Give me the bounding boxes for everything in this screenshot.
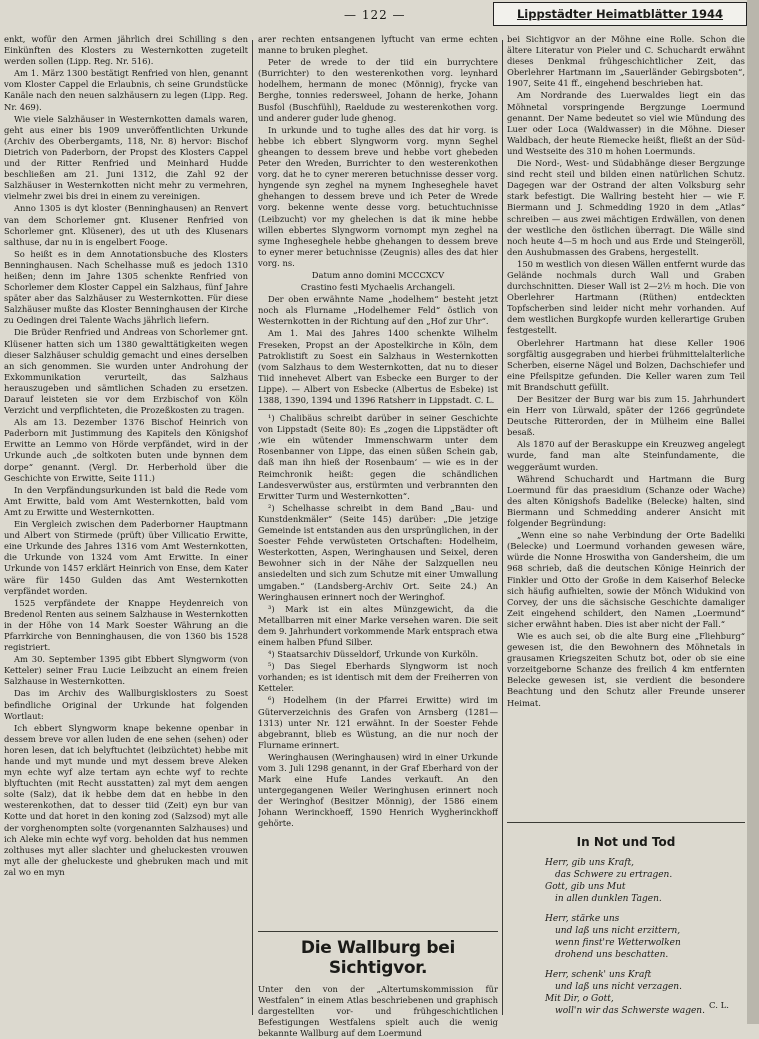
poem-line: wenn finst're Wetterwolken [555, 938, 681, 948]
col2-date-line: Datum anno domini MCCCXCV [311, 269, 445, 280]
footnote: ⁵) Das Siegel Eberhards Slyngworm ist noch vorhanden; es ist identisch mit dem der Freiherren von Ketteler. [258, 661, 498, 694]
footnote: ⁶) Hodelhem (in der Pfarrei Erwitte) wird im Güterverzeichnis des Grafen von Arnsberg (1281—1313) unter Nr. 121 erwähnt. In der Soester Fehde abgebrannt, blieb es Wüstung, an die nur noch der Flurname erinnert. [258, 695, 498, 750]
col3-paragraph: Während Schuchardt und Hartmann die Burg Loermund für das praesidium (Schanze oder Wache) des alten Königshofs Badelike (Belecke) halten, sind Biermann und Schmedding anderer Ansicht mit folgender Begründung: [507, 473, 745, 529]
poem-stanza [545, 857, 745, 905]
poem-line: und laß uns nicht erzittern, [555, 926, 681, 936]
poem-line: drohend uns beschatten. [555, 950, 669, 960]
col1-paragraph: Am 30. September 1395 gibt Ebbert Slyngworm (von Ketteler) seiner Frau Lucie Leibzucht an einem freien Salzhause in Westernkotten. [4, 654, 248, 687]
column-rule-right [502, 40, 503, 1015]
article-body: Unter den von der „Altertumskommission für Westfalen“ in einem Atlas beschriebenen und graphisch dargestellten vor- und frühgeschichtlichen Befestigungen Westfalens spielt auch die wenig bekannte Wallburg auf dem Loermund [258, 984, 498, 1039]
poem-stanza [545, 913, 745, 961]
col1-paragraph: So heißt es in dem Annotationsbuche des Klosters Benninghausen. Nach Schelhasse muß es jedoch 1310 heißen; denn im Jahre 1305 schenkte Renfried von Schorlemer dem Kloster Cappel ein Salzhaus, fünf Jahre später aber das Salzhäuser zu Westernkotten. Für diese Salzhäuser mußte das Kloster Benninghausen der Kirche zu Oedingen drei Talente Wachs jährlich liefern. [4, 248, 248, 326]
wallburg-article [258, 928, 498, 1039]
poem-line: das Schwere zu ertragen. [555, 870, 673, 880]
col2-paragraph: Der oben erwähnte Name „hodelhem“ besteht jetzt noch als Flurname „Hodelhemer Feld“ östlich von Westernkotten in der Richtung auf den „Hof zur Uhr“. [258, 294, 498, 327]
col1-paragraph: Die Brüder Renfried und Andreas von Schorlemer gnt. Klüsener hatten sich um 1380 gewalttätigkeiten wegen dieser Salzhäuser schuldig gemacht und eines derselben an sich genommen. Sie wurden unter Androhung der Exkommunikation verurteilt, das Salzhaus herauszugeben und sämtlichen Schaden zu ersetzen. Darauf leisteten sie vor dem Erzbischof von Köln Verzicht und verpflichteten, die Prozeßkosten zu tragen. [4, 327, 248, 416]
page-number: — 122 — [344, 8, 406, 22]
column-1 [4, 34, 248, 1018]
poem-line: woll'n wir das Schwerste wagen. [555, 1006, 705, 1016]
col3-paragraph: 150 m westlich von diesen Wällen entfernt wurde das Gelände nochmals durch Wall und Graben durchschnitten. Dieser Wall ist 2—2½ m hoch. Die von Oberlehrer Hartmann (Rüthen) entdeckten Topfscherben sind leider nicht mehr vorhanden. Auf dem westlichen Burgkopfe wurden kellerartige Gruben festgestellt. [507, 258, 745, 336]
col1-paragraph: Das im Archiv des Wallburgisklosters zu Soest befindliche Original der Urkunde hat folgenden Wortlaut: [4, 688, 248, 721]
poem-box [507, 822, 745, 1019]
footnote: ³) Mark ist ein altes Münzgewicht, da die Metallbarren mit einer Marke versehen waren. Die seit dem 9. Jahrhundert vorkommende Mark entsprach etwa einem halben Pfund Silber. [258, 603, 498, 647]
col1-paragraph: enkt, wofür den Armen jährlich drei Schilling s den Einkünften des Klosters zu Westernkotten zugeteilt werden sollen (Lipp. Reg. Nr. 516). [4, 34, 248, 67]
col1-paragraph: Ich ebbert Slyngworm knape bekenne openbar in dessem breve vor allen luden de ene sehen (sehen) oder horen lesen, dat ich belyftuchtet (leibzüchtet) hebbe mit hande und myt munde und myt dessem breve Aleken myn echte wyf alze tertam ayn echte wyf to rechte blyftuchten (mit Recht ausstatten) zal myt dem aengen solte (Salz), dat ik hebbe dem dat en hebbe in den westerenkothen, dat to desser tiid (Zeit) eyn bur van Kotte und dat horet in den koning zod (Salzsod) myt alle der vorghenompten solte (vorgenannten Salzhauses) und ich Aleke min echte wyf vorg. beholden dat hus nemmen zolthuses myt aller slachter und gheluckesten vrouwen myt alle der gheluckeste und ghebruken mach und mit zal wo en myn [4, 722, 248, 877]
poem-line: Gott, gib uns Mut [545, 882, 626, 892]
col2-paragraph: Am 1. Mai des Jahres 1400 schenkte Wilhelm Freseken, Propst an der Apostelkirche in Köln, dem Patroklistift zu Soest ein Salzhaus in Westernkotten (vom Salzhaus to dem Westernkotten, dat nu to dieser Tiid innehevet Albert van Esbecke een Burger to der Lippe). — Albert von Esbecke (Albertus de Esbeke) ist 1388, 1390, 1394 und 1396 Ratsherr in Lippstadt. C. L. [258, 328, 498, 405]
poem-line: Herr, stärke uns [545, 914, 620, 924]
footnote-divider [258, 409, 498, 410]
column-rule-left [252, 40, 253, 1015]
page-header [0, 0, 759, 34]
col1-paragraph: In den Verpfändungsurkunden ist bald die Rede vom Amt Erwitte, bald vom Amt Westernkotten, bald vom Amt zu Erwitte und Westernkotten. [4, 484, 248, 517]
poem-line: in allen dunklen Tagen. [555, 894, 662, 904]
col1-paragraph: 1525 verpfändete der Knappe Heydenreich von Bredenol Renten aus seinem Salzhause in Westernkotten in der Höhe von 14 Mark Soester Währung an die Pfarrkirche von Benninghausen, die von 1360 bis 1528 registriert. [4, 597, 248, 653]
col2-date-line: Crastino festi Mychaelis Archangeli. [300, 282, 456, 293]
article-divider [258, 931, 498, 932]
poem-author: C. L. [709, 1001, 729, 1011]
footnote: ⁴) Staatsarchiv Düsseldorf, Urkunde von Kurköln. [268, 649, 479, 660]
poem-line: und laß uns nicht verzagen. [555, 982, 682, 992]
col3-paragraph: bei Sichtigvor an der Möhne eine Rolle. Schon die ältere Literatur von Pieler und C. Schuchardt erwähnt dieses Denkmal frühgeschichtlicher Zeit, das Oberlehrer Hartmann im „Sauerländer Gebirgsboten“, 1907, Seite 41 ff., eingehend beschrieben hat. [507, 34, 745, 89]
col3-paragraph: Am Nordrande des Luerwaldes liegt ein das Möhnetal vorspringende Bergzunge Loermund genannt. Der Name bedeutet so viel wie Mündung des Luer oder Loca (Waldwasser) in die Möhne. Dieser Waldbach, der heute Riemecke heißt, fließt an der Süd- und Westseite des 310 m hohen Loermunds. [507, 90, 745, 156]
col2-paragraph: In urkunde und to tughe alles des dat hir vorg. is hebbe ich ebbert Slyngworm vorg. mynn Seghel gheangen to dessem breve und hebbe vort ghebeden Peter den Wreden, Burrichter to den westerenkothen vorg. dat he to cyner mereren betuchnisse desser vorg. hyngende syn zeghel na mynem Ingheseghele havet ghehangen to dessem breve und ich Peter de Wrede vorg. bekenne wente desse vorg. betuchtuchnisse (Leibzucht) vor my ghelechen is dat ik mine hebbe willen ebbertes Slyngworm vornompt myn zeghel na syme Ingheseghele hebbe ghehangen to dessem breve to eyner merer betuchnisse (Zeugnis) alles des dat hier vorg. ns. [258, 124, 498, 268]
col1-paragraph: Wie viele Salzhäuser in Westernkotten damals waren, geht aus einer bis 1909 unveröffentlichten Urkunde (Archiv des Oberbergamts, 118, Nr. 8) hervor: Bischof Dietrich von Paderborn, der Propst des Klosters Cappel und der Ritter Renfried und Meinhard Hudde beschließen am 21. Juni 1312, die Zahl 92 der Salzhäuser in Westernkotten nicht mehr zu vermehren, vielmehr zwei bis drei in einem zu vereinigen. [4, 113, 248, 202]
col1-paragraph: Am 1. März 1300 bestätigt Renfried von hlen, genannt vom Kloster Cappel die Erlaubnis, ch seine Grundstücke Kanäle nach den neuen salzhäusern zu legen (Lipp. Reg. Nr. 469). [4, 68, 248, 112]
poem-title: In Not und Tod [576, 835, 676, 849]
poem-line: Mit Dir, o Gott, [545, 994, 614, 1004]
col3-paragraph: Die Nord-, West- und Südabhänge dieser Bergzunge sind recht steil und bilden einen natürlichen Schutz. Dagegen war der Ostrand der alten Volksburg sehr stark befestigt. Die Wallring besteht hier — wie F. Biermann und J. Schmedding 1920 in dem „Atlas“ schreiben — aus zwei mächtigen Erdwällen, von denen der westliche den östlichen überragt. Die Wälle sind noch heute 4—5 m hoch und aus Erde und Steingeröll, den Aushubmassen des Grabens, hergestellt. [507, 158, 745, 257]
col3-paragraph: Oberlehrer Hartmann hat diese Keller 1906 sorgfältig ausgegraben und hierbei frühmittelalterliche Scherben, eiserne Nägel und Bolzen, Dachschiefer und eine Pfeilspitze gefunden. Die Keller waren zum Teil mit Brandschutt gefüllt. [507, 337, 745, 392]
poem-line: Herr, gib uns Kraft, [545, 858, 635, 868]
scan-edge [747, 0, 759, 1024]
footnote: ²) Schelhasse schreibt in dem Band „Bau- und Kunstdenkmäler“ (Seite 145) darüber: „Die jetzige Gemeinde ist entstanden aus den ursprünglichen, in der Soester Fehde verwüsteten Ortschaften: Hodelheim, Westerkotten, Aspen, Weringhausen und Seixel, deren Bewohner sich in der Nähe der Salzquellen neu ansiedelten und sich zum Schutze mit einer Umwallung umgaben.“ (Landsberg-Archiv Ort. Seite 24.) An Weringhausen erinnert noch der Weringhof. [258, 502, 498, 602]
col1-paragraph: Als am 13. Dezember 1376 Bischof Heinrich von Paderborn mit Justimmung des Kapitels den Königshof Erwitte an Lemmo von Hörde verpfändet, wird in der Urkunde auch „de soltkoten buten unde bynnen dem dorpe“ genannt. (Vergl. Dr. Herberhold über die Geschichte von Erwitte, Seite 111.) [4, 417, 248, 483]
column-3 [507, 34, 745, 820]
col3-paragraph: Als 1870 auf der Beraskuppe ein Kreuzweg angelegt wurde, fand man alte Steinfundamente, die weggeräumt wurden. [507, 439, 745, 472]
footnote: ¹) Chalibäus schreibt darüber in seiner Geschichte von Lippstadt (Seite 80): Es „zogen die Lippstädter oft ‚wie ein wütender Immenschwarm unter dem Rosenbanner von Lippe, das einen süßen Schein gab, daß man ihn hieß der Rosenbaum‘ — wie es in der Reimchronik heißt: gegen die schändlichen Landesverwüster aus, erstürmten und verbrannten den Erwitter Turm und Westernkotten“. [258, 413, 498, 501]
poem-line: Herr, schenk' uns Kraft [545, 970, 652, 980]
footnote: Weringhausen (Weringhausen) wird in einer Urkunde vom 3. Juli 1298 genannt, in der Graf Eberhard von der Mark eine Hufe Landes verkauft. An den untergegangenen Weiler Weringhusen erinnert noch der Weringhof (Besitzer Mönnig), der 1586 einem Johann Werinckhoeff, 1590 Henrich Wygherinckhoff gehörte. [258, 751, 498, 829]
col3-paragraph: Der Besitzer der Burg war bis zum 15. Jahrhundert ein Herr von Lürwald, später der 1266 gegründete Deutsche Ritterorden, der in Mülheim eine Ballei besaß. [507, 394, 745, 438]
col3-paragraph: Wie es auch sei, ob die alte Burg eine „Fliehburg“ gewesen ist, die den Bewohnern des Möhnetals in grausamen Kriegszeiten Schutz bot, oder ob sie eine vorzeitgeborne Schanze des freilich 4 km entfernten Belecke gewesen ist, sie verdient die besondere Beachtung und den Schutz aller Freunde unserer Heimat. [507, 630, 745, 708]
col1-paragraph: Ein Vergleich zwischen dem Paderborner Hauptmann und Albert von Stirmede (prüft) über Villicatio Erwitte, eine Urkunde des Jahres 1316 vom Amt Westernkotten, die Urkunde von 1324 vom Amt Erwitte. In einer Urkunde von 1457 erklärt Heinrich von Ense, dem Kater wäre für 1450 Gulden das Amt Westernkotten verpfändet worden. [4, 519, 248, 596]
col3-paragraph: „Wenn eine so nahe Verbindung der Orte Badeliki (Belecke) und Loermund vorhanden gewesen wäre, würde die Nonne Hroswitha von Gandersheim, die um 968 schrieb, daß die deutschen Könige Heinrich der Finkler und Otto der Große in dem Kaiserhof Belecke sich häufig aufhielten, sowie der Mönch Widukind von Corvey, der uns die sächsische Geschichte damaliger Zeit eingehend schildert, den Namen „Loermund“ sicher erwähnt haben. Dies ist aber nicht der Fall.“ [507, 530, 745, 629]
col1-paragraph: Anno 1305 is dyt kloster (Benninghausen) an Renvert van dem Schorlemer gnt. Klusener Renfried von Schorlemer gnt. Klüsener), des ut uth des Klusenars salthuse, dar nu in is engelbert Fooge. [4, 203, 248, 247]
col2-paragraph: Peter de wrede to der tiid ein burrychtere (Burrichter) to den westerenkothen vorg. leynhard hodelhem, hermann de monec (Mönnig), frycke van Berghe, tonnies redersweel, Johann de herke, Johann Busfol (Buschfühl), Raeldude zu westerenkothen vorg. und anderer guder lude ghenog. [258, 57, 498, 123]
col2-paragraph: arer rechten entsangenen lyftucht van erme echten manne to bruken pleghet. [258, 34, 498, 56]
archive-stamp: Lippstädter Heimatblätter 1944 [493, 2, 747, 26]
column-2 [258, 34, 498, 922]
article-headline: Die Wallburg bei Sichtigvor. [300, 938, 456, 978]
